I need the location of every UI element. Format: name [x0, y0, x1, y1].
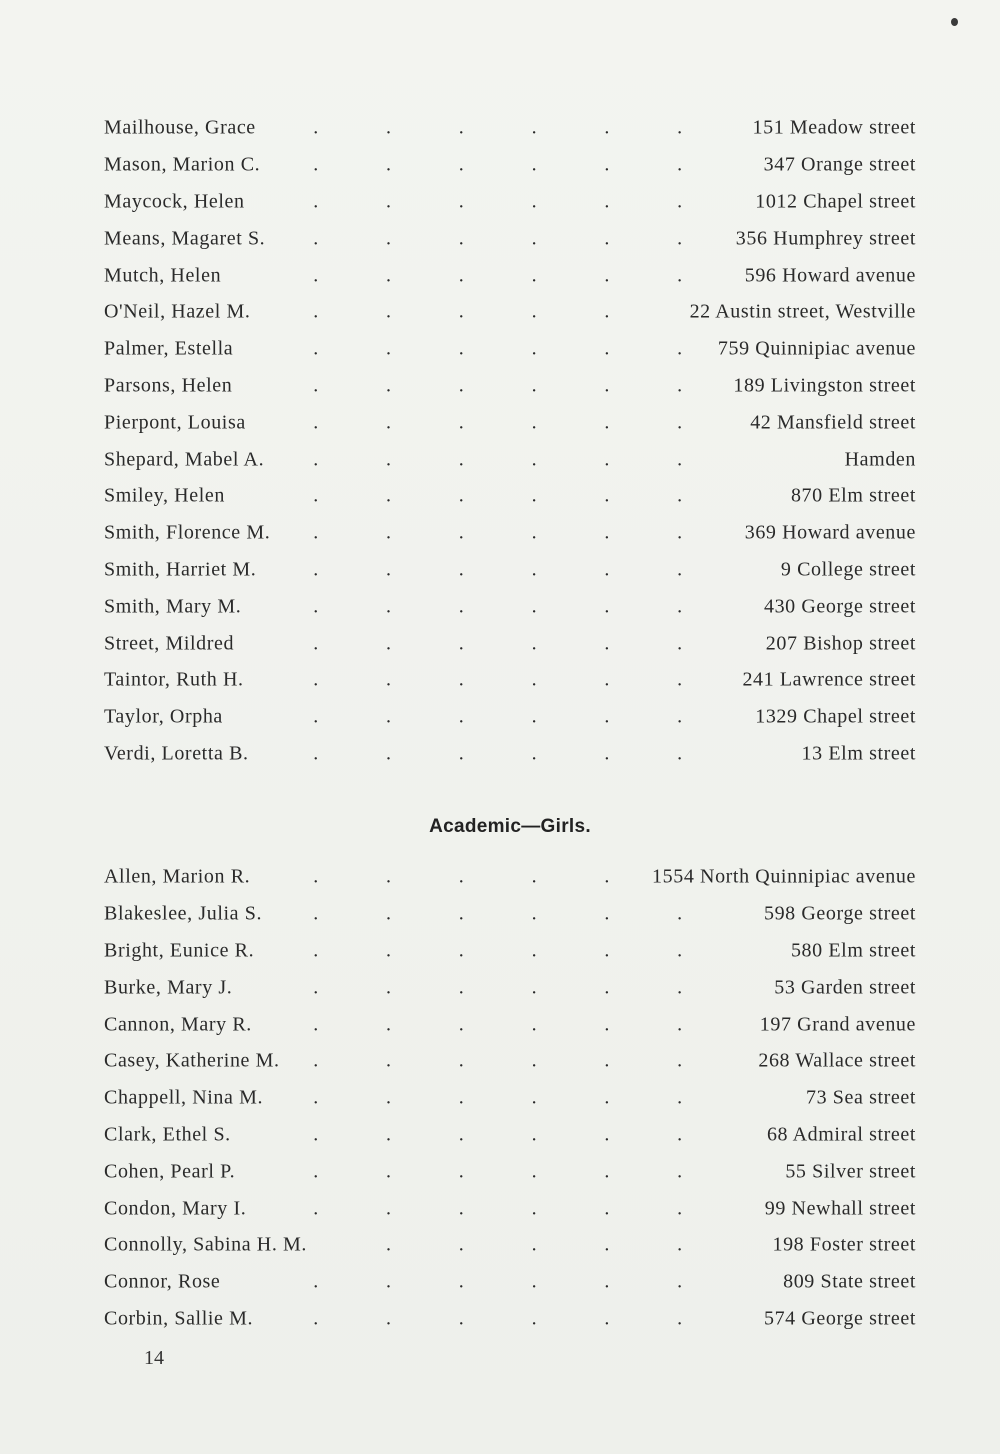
entry-name: O'Neil, Hazel M. [104, 300, 251, 323]
directory-entry [104, 331, 916, 368]
entry-address: 574 George street [763, 1307, 916, 1330]
entry-name: Corbin, Sallie M. [104, 1307, 254, 1330]
entry-name: Taylor, Orpha [104, 705, 223, 728]
entry-address: 68 Admiral street [766, 1123, 916, 1146]
directory-entry [104, 294, 916, 331]
entry-name: Clark, Ethel S. [104, 1123, 231, 1146]
leader-dots: . . . . . . [313, 558, 683, 581]
leader-dots: . . . . . [385, 1233, 683, 1256]
entry-address: 356 Humphrey street [735, 227, 916, 250]
entry-address: 241 Lawrence street [742, 668, 916, 691]
entry-address: 268 Wallace street [758, 1049, 916, 1072]
leader-dots: . . . . . . [313, 595, 683, 618]
leader-dots: . . . . . . [313, 1197, 683, 1220]
entry-name: Maycock, Helen [104, 190, 245, 213]
leader-dots: . . . . . . [313, 902, 683, 925]
section-heading: Academic—Girls. [429, 816, 591, 837]
entry-address: Hamden [844, 448, 916, 471]
entry-address: 809 State street [783, 1270, 916, 1293]
directory-entry [104, 969, 916, 1006]
leader-dots: . . . . . . [313, 190, 683, 213]
directory-entry [104, 699, 916, 736]
leader-dots: . . . . . . [313, 1307, 683, 1330]
directory-entry [104, 147, 916, 184]
entry-address: 430 George street [763, 595, 916, 618]
entry-name: Chappell, Nina M. [104, 1086, 264, 1109]
entry-name: Smith, Harriet M. [104, 558, 257, 581]
leader-dots: . . . . . [313, 300, 610, 323]
directory-entry [104, 736, 916, 773]
leader-dots: . . . . . . [313, 227, 683, 250]
entry-address: 53 Garden street [774, 976, 916, 999]
entry-address: 1329 Chapel street [755, 705, 916, 728]
entry-address: 759 Quinnipiac avenue [717, 337, 916, 360]
leader-dots: . . . . . . [313, 976, 683, 999]
directory-entry [104, 552, 916, 589]
entry-address: 151 Meadow street [752, 116, 916, 139]
directory-entry [104, 1117, 916, 1154]
directory-entry [104, 933, 916, 970]
leader-dots: . . . . . . [313, 411, 683, 434]
entry-name: Verdi, Loretta B. [104, 742, 249, 765]
entry-address: 13 Elm street [801, 742, 916, 765]
entry-address: 598 George street [763, 902, 916, 925]
entry-name: Mutch, Helen [104, 264, 222, 287]
entry-name: Bright, Eunice R. [104, 939, 255, 962]
directory-entry [104, 1080, 916, 1117]
directory-entry [104, 515, 916, 552]
leader-dots: . . . . . . [313, 939, 683, 962]
entry-name: Smith, Florence M. [104, 521, 271, 544]
entry-address: 9 College street [780, 558, 916, 581]
leader-dots: . . . . . . [313, 153, 683, 176]
leader-dots: . . . . . . [313, 632, 683, 655]
entry-name: Condon, Mary I. [104, 1197, 247, 1220]
directory-entry [104, 1006, 916, 1043]
leader-dots: . . . . . . [313, 484, 683, 507]
directory-entry [104, 257, 916, 294]
directory-entry [104, 220, 916, 257]
directory-list-one [104, 110, 916, 772]
ink-speck [951, 18, 958, 26]
directory-entry [104, 1153, 916, 1190]
entry-name: Mailhouse, Grace [104, 116, 256, 139]
leader-dots: . . . . . . [313, 264, 683, 287]
directory-list-two [104, 859, 916, 1337]
directory-entry [104, 478, 916, 515]
entry-address: 1012 Chapel street [755, 190, 916, 213]
directory-entry [104, 1190, 916, 1227]
directory-entry [104, 110, 916, 147]
directory-entry [104, 662, 916, 699]
leader-dots: . . . . . . [313, 374, 683, 397]
leader-dots: . . . . . . [313, 1013, 683, 1036]
leader-dots: . . . . . . [313, 448, 683, 471]
entry-name: Palmer, Estella [104, 337, 234, 360]
entry-address: 189 Livingston street [733, 374, 916, 397]
entry-address: 99 Newhall street [764, 1197, 916, 1220]
entry-name: Burke, Mary J. [104, 976, 233, 999]
entry-address: 197 Grand avenue [759, 1013, 916, 1036]
leader-dots: . . . . . . [313, 1160, 683, 1183]
entry-name: Allen, Marion R. [104, 865, 251, 888]
directory-entry [104, 1043, 916, 1080]
entry-name: Blakeslee, Julia S. [104, 902, 263, 925]
leader-dots: . . . . . . [313, 1270, 683, 1293]
entry-name: Connor, Rose [104, 1270, 221, 1293]
entry-name: Cohen, Pearl P. [104, 1160, 236, 1183]
directory-entry [104, 441, 916, 478]
directory-entry [104, 1264, 916, 1301]
directory-entry [104, 859, 916, 896]
entry-address: 369 Howard avenue [744, 521, 916, 544]
directory-entry [104, 404, 916, 441]
leader-dots: . . . . . . [313, 1086, 683, 1109]
entry-address: 596 Howard avenue [744, 264, 916, 287]
leader-dots: . . . . . . [313, 337, 683, 360]
entry-address: 207 Bishop street [765, 632, 916, 655]
directory-entry [104, 896, 916, 933]
directory-entry [104, 588, 916, 625]
leader-dots: . . . . . [313, 865, 610, 888]
entry-address: 580 Elm street [790, 939, 916, 962]
directory-entry [104, 1301, 916, 1338]
directory-entry [104, 1227, 916, 1264]
entry-address: 22 Austin street, Westville [689, 300, 916, 323]
entry-name: Means, Magaret S. [104, 227, 266, 250]
entry-name: Smith, Mary M. [104, 595, 242, 618]
entry-address: 42 Mansfield street [750, 411, 916, 434]
entry-name: Shepard, Mabel A. [104, 448, 265, 471]
entry-address: 347 Orange street [763, 153, 916, 176]
entry-address: 73 Sea street [806, 1086, 916, 1109]
leader-dots: . . . . . . [313, 521, 683, 544]
leader-dots: . . . . . . [313, 668, 683, 691]
entry-name: Mason, Marion C. [104, 153, 261, 176]
entry-name: Casey, Katherine M. [104, 1049, 280, 1072]
page-number: 14 [144, 1347, 164, 1369]
leader-dots: . . . . . . [313, 116, 683, 139]
directory-entry [104, 184, 916, 221]
leader-dots: . . . . . . [313, 705, 683, 728]
directory-entry [104, 625, 916, 662]
entry-name: Parsons, Helen [104, 374, 233, 397]
entry-address: 198 Foster street [772, 1233, 916, 1256]
directory-entry [104, 368, 916, 405]
entry-address: 55 Silver street [785, 1160, 916, 1183]
leader-dots: . . . . . . [313, 742, 683, 765]
entry-name: Cannon, Mary R. [104, 1013, 252, 1036]
entry-name: Street, Mildred [104, 632, 235, 655]
entry-name: Taintor, Ruth H. [104, 668, 244, 691]
leader-dots: . . . . . . [313, 1049, 683, 1072]
entry-name: Smiley, Helen [104, 484, 225, 507]
entry-name: Connolly, Sabina H. M. [104, 1233, 308, 1256]
entry-address: 870 Elm street [790, 484, 916, 507]
leader-dots: . . . . . . [313, 1123, 683, 1146]
entry-name: Pierpont, Louisa [104, 411, 246, 434]
entry-address: 1554 North Quinnipiac avenue [652, 865, 916, 888]
